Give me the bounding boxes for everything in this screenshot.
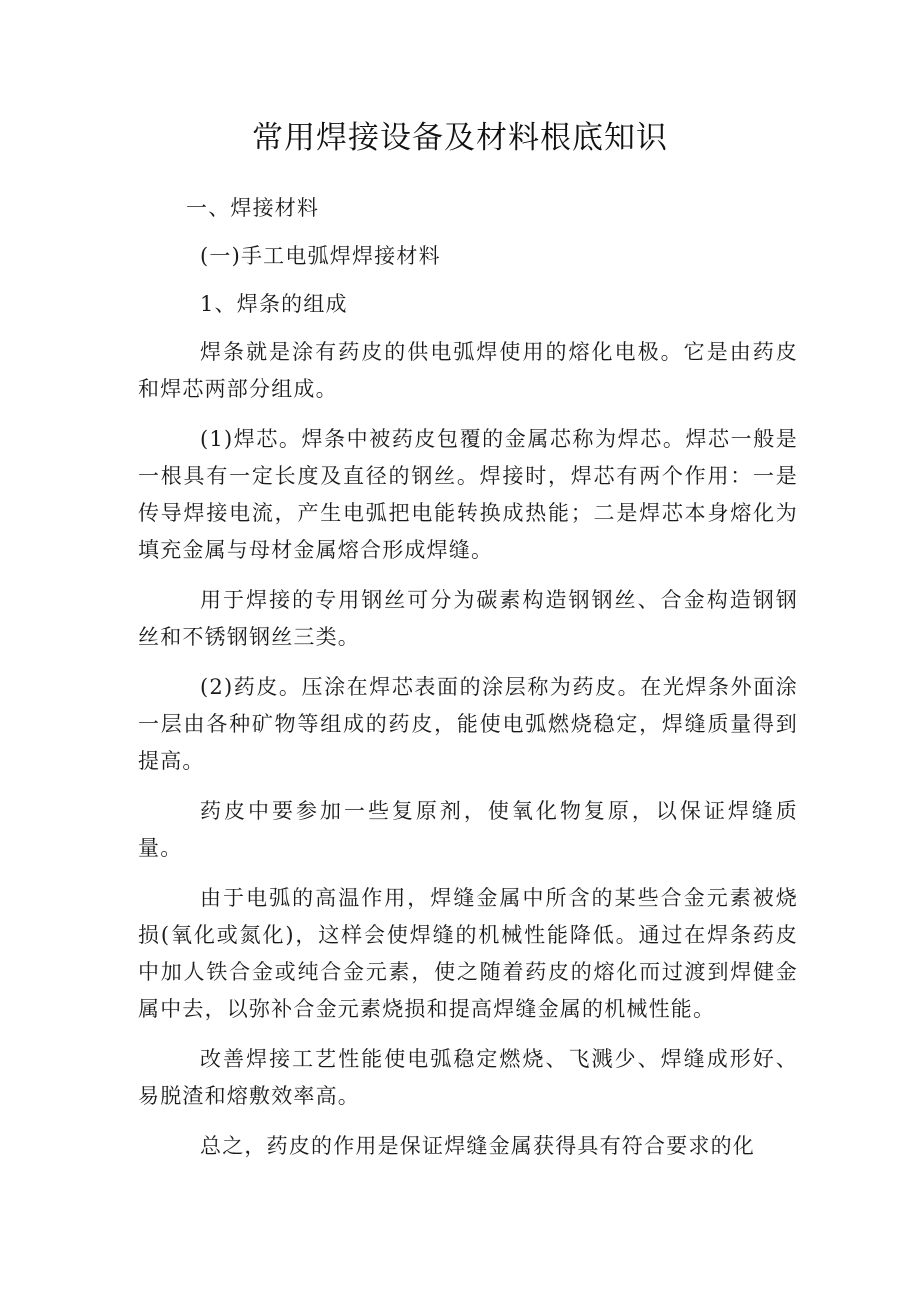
paragraph: (2)药皮。压涂在焊芯表面的涂层称为药皮。在光焊条外面涂一层由各种矿物等组成的药皮，能使电弧燃烧稳定，焊缝质量得到提高。 — [138, 675, 798, 773]
paragraph: 药皮中要参加一些复原剂，使氧化物复原，以保证焊缝质量。 — [138, 799, 798, 860]
document-title: 常用焊接设备及材料根底知识 — [252, 120, 668, 156]
subsection-heading: (一)手工电弧焊焊接材料 — [200, 244, 441, 268]
paragraph: 焊条就是涂有药皮的供电弧焊使用的熔化电极。它是由药皮和焊芯两部分组成。 — [138, 340, 798, 401]
paragraph: 总之，药皮的作用是保证焊缝金属获得具有符合要求的化 — [200, 1134, 755, 1158]
item-heading: 1、焊条的组成 — [200, 292, 348, 316]
paragraph: (1)焊芯。焊条中被药皮包覆的金属芯称为焊芯。焊芯一般是一根具有一定长度及直径的钢丝。焊接时，焊芯有两个作用：一是传导焊接电流，产生电弧把电能转换成热能；二是焊芯本身熔化为填充金属与母材金属熔合形成焊缝。 — [138, 427, 798, 562]
document-body — [138, 190, 798, 1165]
paragraph: 用于焊接的专用钢丝可分为碳素构造钢钢丝、合金构造钢钢丝和不锈钢钢丝三类。 — [138, 588, 798, 649]
paragraph: 改善焊接工艺性能使电弧稳定燃烧、飞溅少、焊缝成形好、易脱渣和熔敷效率高。 — [138, 1047, 798, 1108]
paragraph: 由于电弧的高温作用，焊缝金属中所含的某些合金元素被烧损(氧化或氮化)，这样会使焊缝的机械性能降低。通过在焊条药皮中加人铁合金或纯合金元素，使之随着药皮的熔化而过渡到焊健金属中去，以弥补合金元素烧损和提高焊缝金属的机械性能。 — [138, 886, 798, 1021]
section-heading: 一、焊接材料 — [186, 196, 320, 220]
